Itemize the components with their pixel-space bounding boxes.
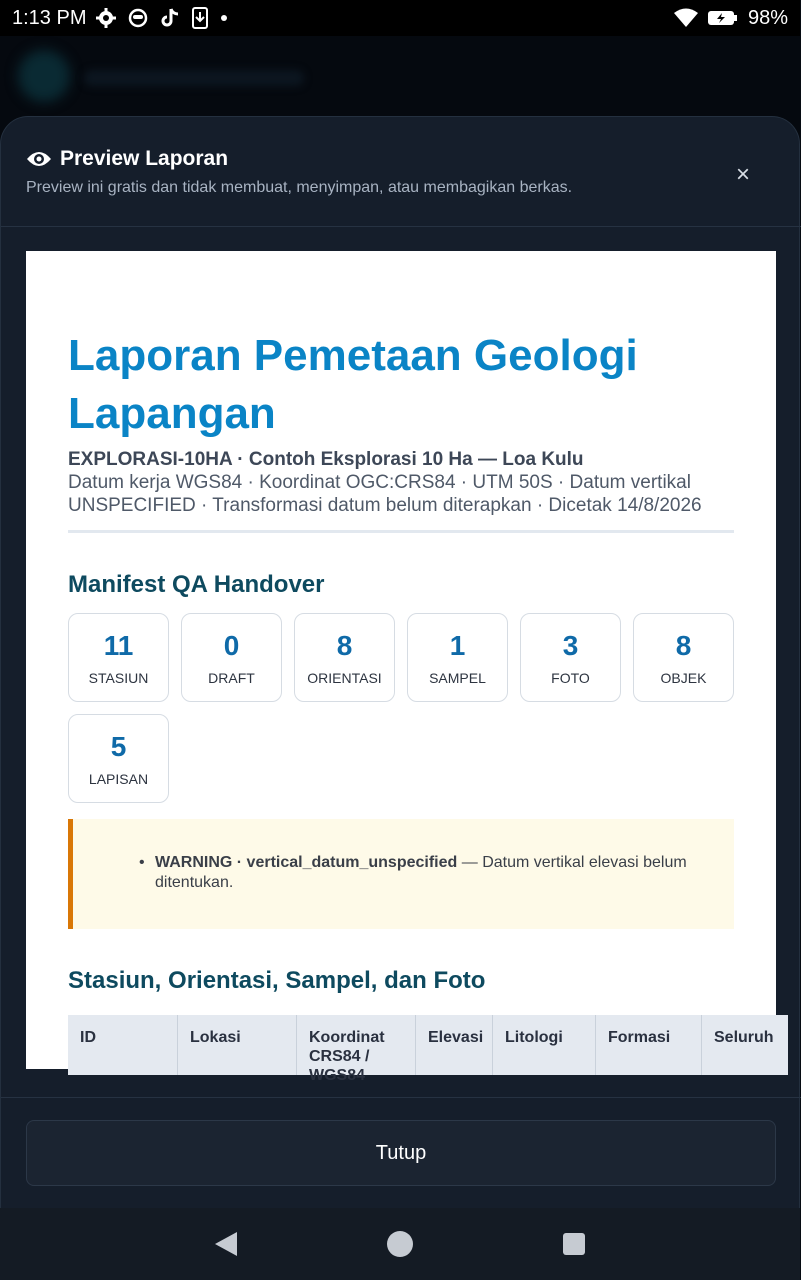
recents-icon[interactable] xyxy=(563,1233,585,1255)
stat-card-foto xyxy=(520,613,621,702)
stat-card-sampel xyxy=(407,613,508,702)
column-header: ID xyxy=(68,1015,178,1075)
tiktok-icon xyxy=(160,7,180,29)
stat-label: FOTO xyxy=(551,669,590,686)
stat-card-objek xyxy=(633,613,734,702)
close-button[interactable]: Tutup xyxy=(26,1120,776,1186)
preview-dialog xyxy=(0,116,800,1208)
warning-code: WARNING · vertical_datum_unspecified xyxy=(155,854,458,871)
stat-label: ORIENTASI xyxy=(307,669,382,686)
stations-table-header xyxy=(68,1015,788,1084)
report-project: EXPLORASI-10HA · Contoh Eksplorasi 10 Ha — Loa Kulu xyxy=(68,449,584,470)
battery-charging-icon xyxy=(708,10,738,26)
blurred-avatar xyxy=(18,50,70,102)
battery-percent: 98% xyxy=(747,6,788,29)
column-header: Formasi xyxy=(596,1015,702,1075)
clock: 1:13 PM xyxy=(12,6,87,29)
stat-value: 5 xyxy=(110,730,127,762)
dialog-title-text: Preview Laporan xyxy=(60,147,229,170)
face-icon xyxy=(128,8,148,28)
wifi-icon xyxy=(674,8,698,28)
stat-value: 3 xyxy=(562,629,579,661)
stat-value: 1 xyxy=(449,629,466,661)
stat-value: 8 xyxy=(336,629,353,661)
report-title: Laporan Pemetaan Geologi Lapangan xyxy=(68,331,638,438)
report-document xyxy=(68,327,734,995)
stations-heading: Stasiun, Orientasi, Sampel, dan Foto xyxy=(68,967,486,994)
dialog-title xyxy=(26,147,228,171)
column-header: Litologi xyxy=(493,1015,596,1075)
dialog-subtitle: Preview ini gratis dan tidak membuat, menyimpan, atau membagikan berkas. xyxy=(26,179,573,196)
stat-label: STASIUN xyxy=(88,669,149,686)
report-preview-frame[interactable] xyxy=(26,251,776,1084)
warning-item xyxy=(139,853,715,893)
back-icon[interactable] xyxy=(215,1232,237,1256)
stat-label: DRAFT xyxy=(208,669,255,686)
stat-value: 0 xyxy=(223,629,240,661)
column-header: Seluruh xyxy=(714,1029,774,1046)
status-bar xyxy=(0,0,800,36)
column-header: Elevasi xyxy=(416,1015,493,1075)
dot-icon xyxy=(220,14,228,22)
stat-card-orientasi xyxy=(294,613,395,702)
column-header: Lokasi xyxy=(178,1015,297,1075)
report-meta: Datum kerja WGS84 · Koordinat OGC:CRS84 · UTM 50S · Datum vertikal UNSPECIFIED · Transformasi datum belum diterapkan · Dicetak 14/8/2026 xyxy=(68,472,702,516)
eye-icon xyxy=(26,149,52,169)
divider xyxy=(68,530,734,533)
warning-callout xyxy=(68,819,734,929)
column-header: Koordinat CRS84 / WGS84 xyxy=(297,1015,416,1075)
warning-message: — Datum vertikal elevasi belum ditentukan. xyxy=(155,854,687,891)
navigation-bar xyxy=(0,1208,800,1280)
dialog-header xyxy=(1,117,801,227)
download-icon xyxy=(192,7,208,29)
stat-card-draft xyxy=(181,613,282,702)
stat-label: SAMPEL xyxy=(429,669,486,686)
stat-label: LAPISAN xyxy=(88,770,149,787)
gear-icon xyxy=(96,8,116,28)
close-icon[interactable]: × xyxy=(735,161,750,188)
stat-card-lapisan xyxy=(68,714,169,803)
manifest-heading: Manifest QA Handover xyxy=(68,571,325,598)
stat-label: OBJEK xyxy=(660,669,707,686)
bullet: • xyxy=(139,854,145,871)
stat-value: 8 xyxy=(675,629,692,661)
manifest-stats xyxy=(68,613,734,803)
blurred-text xyxy=(84,70,304,86)
stat-card-stasiun xyxy=(68,613,169,702)
dialog-footer xyxy=(1,1097,801,1209)
stat-value: 11 xyxy=(103,629,134,661)
home-icon[interactable] xyxy=(387,1231,413,1257)
